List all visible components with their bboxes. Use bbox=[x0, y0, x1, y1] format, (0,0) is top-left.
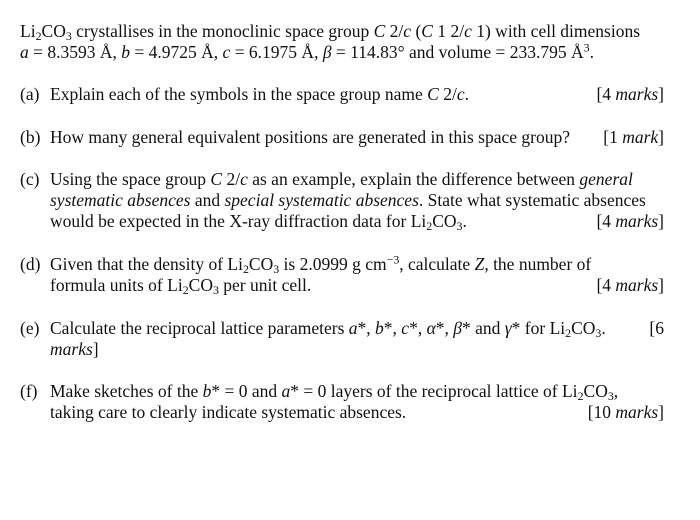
question-e-label: (e) bbox=[20, 318, 40, 338]
question-c-line-3: would be expected in the X-ray diffraction data for $Li_2CO_3$. bbox=[50, 211, 467, 233]
question-f-marks: [10 marks] bbox=[587, 402, 664, 422]
question-e-line-1: Calculate the reciprocal lattice parameters a*, b*, c*, α*, β* and γ* for $Li_2CO_3$. bbox=[50, 318, 606, 340]
question-f-line-2: taking care to clearly indicate systematic absences. bbox=[50, 402, 407, 422]
question-d-label: (d) bbox=[20, 254, 41, 274]
question-c-label: (c) bbox=[20, 169, 40, 189]
question-a-marks: [4 marks] bbox=[596, 84, 664, 104]
intro-line-2: a = 8.3593 Å, b = 4.9725 Å, c = 6.1975 Å, β = 114.83° and volume = 233.795 $Å^3$. bbox=[20, 40, 594, 62]
question-b-marks: [1 mark] bbox=[603, 127, 664, 147]
question-f-label: (f) bbox=[20, 381, 38, 401]
question-e-line-2: marks] bbox=[50, 339, 99, 359]
question-c-marks: [4 marks] bbox=[596, 211, 664, 231]
question-d-line-2: formula units of $Li_2CO_3$ per unit cell. bbox=[50, 275, 312, 297]
question-d-line-1: Given that the density of $Li_2CO_3$ is 2.0999 g $cm^{-3}$, calculate Z, the number of bbox=[50, 252, 592, 276]
question-b-line-1: How many general equivalent positions are generated in this space group? bbox=[50, 127, 570, 147]
question-c-line-1: Using the space group C 2/c as an example, explain the difference between general bbox=[50, 169, 633, 189]
question-a-line-1: Explain each of the symbols in the space group name C 2/c. bbox=[50, 84, 469, 104]
question-e-marks: [6 bbox=[649, 318, 664, 338]
question-a-label: (a) bbox=[20, 84, 40, 104]
question-b-label: (b) bbox=[20, 127, 41, 147]
intro-line-1: $Li_2CO_3$ crystallises in the monoclinic space group C 2/c (C 1 2/c 1) with cell dimensions bbox=[20, 21, 641, 43]
question-f-line-1: Make sketches of the b* = 0 and a* = 0 layers of the reciprocal lattice of $Li_2CO_3$, bbox=[50, 381, 619, 403]
question-d-marks: [4 marks] bbox=[596, 275, 664, 295]
question-c-line-2: systematic absences and special systematic absences. State what systematic absences bbox=[50, 190, 646, 210]
